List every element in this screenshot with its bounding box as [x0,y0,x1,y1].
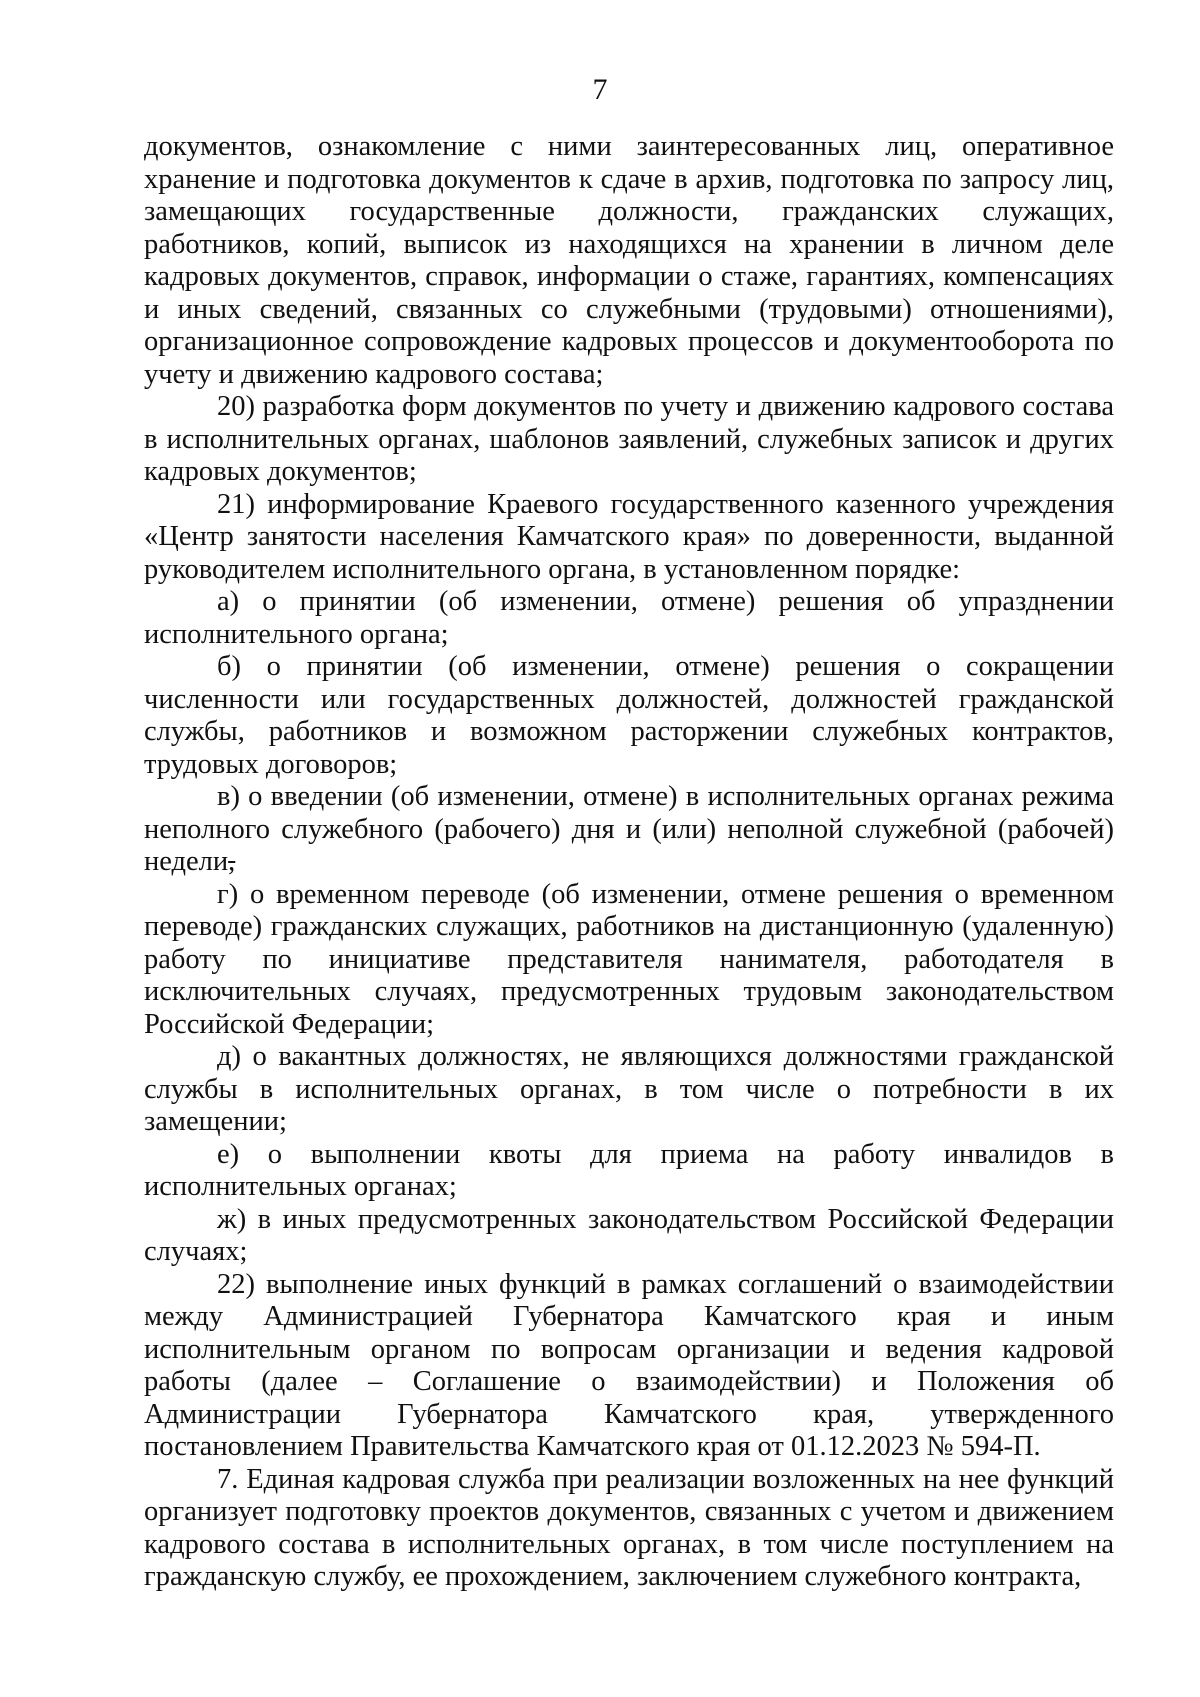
paragraph-subitem-d [144,1041,1114,1139]
document-body [144,131,1114,1594]
paragraph-subitem-v [144,781,1114,879]
paragraph-text: в) о введении (об изменении, отмене) в исполнительных органах режима неполного служебного (рабочего) дня и (или) неполной служебной (рабочей) недели [144,781,1114,877]
paragraph-text: е) о выполнении квоты для приема на работу инвалидов в исполнительных органах; [144,1138,1114,1202]
paragraph-item-22 [144,1269,1114,1464]
paragraph-subitem-a [144,586,1114,651]
paragraph-text: 22) выполнение иных функций в рамках соглашений о взаимодействии между Администрацией Губернатора Камчатского края и иным исполнительным органом по вопросам организации и ведения кадровой работы (далее – Соглашение о взаимодействии) и Положения об Администрации Губернатора Камчатского края, утвержденного постановлением Правительства Камчатского края от 01.12.2023 № 594-П. [144,1268,1114,1462]
paragraph-text: д) о вакантных должностях, не являющихся должностями гражданской службы в исполнительных органах, в том числе о потребности в их замещении; [144,1041,1114,1137]
paragraph-subitem-e [144,1139,1114,1204]
paragraph-text: б) о принятии (об изменении, отмене) решения о сокращении численности или государственных должностей, должностей гражданской службы, работников и возможном расторжении служебных контрактов, трудовых договоров; [144,651,1114,780]
paragraph-subitem-g [144,879,1114,1042]
paragraph-text: 7. Единая кадровая служба при реализации возложенных на нее функций организует подготовку проектов документов, связанных с учетом и движением кадрового состава в исполнительных органах, в том числе поступлением на гражданскую службу, ее прохождением, заключением служебного контракта, [144,1463,1114,1592]
paragraph-text: г) о временном переводе (об изменении, отмене решения о временном переводе) гражданских служащих, работников на дистанционную (удаленную) работу по инициативе представителя нанимателя, работодателя в исключительных случаях, предусмотренных трудовым законодательством Российской Федерации; [144,878,1114,1040]
paragraph-text: 20) разработка форм документов по учету и движению кадрового состава в исполнительных органах, шаблонов заявлений, служебных записок и других кадровых документов; [144,391,1114,487]
paragraph-continuation [144,131,1114,391]
paragraph-text: 21) информирование Краевого государственного казенного учреждения «Центр занятости населения Камчатского края» по доверенности, выданной руководителем исполнительного органа, в установленном порядке: [144,488,1114,585]
page-number: 7 [592,73,608,106]
struck-comma: , [228,846,236,877]
paragraph-item-21 [144,489,1114,587]
paragraph-text: документов, ознакомление с ними заинтересованных лиц, оперативное хранение и подготовка документов к сдаче в архив, подготовка по запросу лиц, замещающих государственные должности, гражданских служащих, работников, копий, выписок из находящихся на хранении в личном деле кадровых документов, справок, информации о стаже, гарантиях, компенсациях и иных сведений, связанных со служебными (трудовыми) отношениями), организационное сопровождение кадровых процессов и документооборота по учету и движению кадрового состава; [144,131,1114,390]
paragraph-section-7 [144,1464,1114,1594]
paragraph-text: а) о принятии (об изменении, отмене) решения об упразднении исполнительного органа; [144,586,1114,650]
paragraph-subitem-zh [144,1204,1114,1269]
paragraph-item-20 [144,391,1114,489]
paragraph-subitem-b [144,651,1114,781]
paragraph-text: ж) в иных предусмотренных законодательством Российской Федерации случаях; [144,1203,1114,1267]
